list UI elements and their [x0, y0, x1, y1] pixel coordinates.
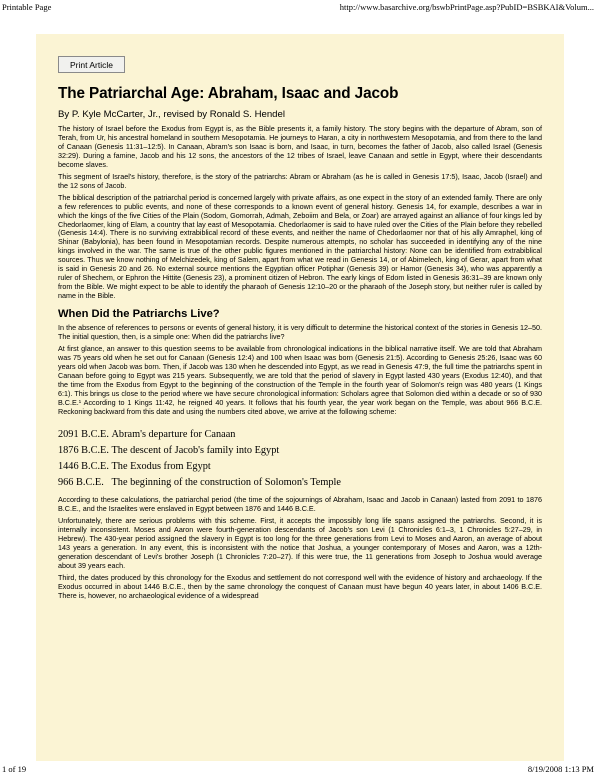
article-content [58, 84, 542, 601]
paragraph: This segment of Israel's history, therefore, is the story of the patriarchs: Abram or Abraham (as he is called in Genesis 17:5), Isaac, Jacob (Israel) and the 12 sons of Jacob. [58, 171, 542, 190]
timeline-row [58, 443, 542, 459]
paragraph: Third, the dates produced by this chronology for the Exodus and settlement do not correspond well with the evidence of history and archaeology. If the Exodus occurred in about 1446 B.C.E., then by the same chronology the conquest of Canaan must have begun 40 years later, in about 1406 B.C.E. There is, however, no archaeological evidence of a widespread [58, 573, 542, 600]
timeline-row [58, 459, 542, 475]
article-byline: By P. Kyle McCarter, Jr., revised by Ronald S. Hendel [58, 109, 285, 120]
browser-page-title: Printable Page [2, 2, 52, 12]
timeline [58, 427, 542, 492]
timeline-year: 2091 B.C.E. [58, 428, 112, 440]
timeline-event: The beginning of the construction of Solomon's Temple [111, 477, 341, 489]
article-title: The Patriarchal Age: Abraham, Isaac and Jacob [58, 85, 399, 102]
paragraph: In the absence of references to persons or events of general history, it is very difficult to determine the historical context of the stories in Genesis 12–50. The initial question, then, is a simple one: When did the patriarchs live? [58, 323, 542, 342]
timeline-year: 966 B.C.E. [58, 477, 112, 489]
timeline-row [58, 427, 542, 443]
timeline-row [58, 475, 542, 491]
timeline-event: The descent of Jacob's family into Egypt [111, 444, 280, 456]
paragraph: According to these calculations, the patriarchal period (the time of the sojournings of Abraham, Isaac and Jacob in Canaan) lasted from 2091 to 1876 B.C.E., and the Israelites were enslaved in Egypt between 1876 and 1446 B.C.E. [58, 495, 542, 514]
section-heading: When Did the Patriarchs Live? [58, 308, 220, 321]
timeline-year: 1446 B.C.E. [58, 461, 112, 473]
article-page [36, 34, 564, 761]
page-count: 1 of 19 [2, 764, 27, 774]
paragraph: At first glance, an answer to this question seems to be available from chronological indications in the biblical narrative itself. We are told that Abraham was 75 years old when he set out for Canaan (Genesis 12:4) and 100 when Isaac was born (Genesis 21:5). According to Genesis 25:26, Isaac was 60 years old when Jacob was born. Then, if Jacob was 130 when he descended into Egypt, as we read in Genesis 47:9, the full time the patriarchs spent in Canaan before going to Egypt was 215 years. Subsequently, we are told that the period of slavery in Egypt lasted 430 years (Exodus 12:40), and that the time from the Exodus from Egypt to the beginning of the construction of the Temple in the fourth year of Solomon's reign was 480 years (1 Kings 6:1). This brings us close to the period where we have secure chronological information: Scholars agree that Solomon died within a decade or so of 930 B.C.E.¹ According to 1 Kings 11:42, he reigned 40 years. It follows that his fourth year, the year work began on the Temple, was about 966 B.C.E. Reckoning backward from this date and using the numbers cited above, we arrive at the following scheme: [58, 344, 542, 416]
print-timestamp: 8/19/2008 1:13 PM [527, 764, 594, 774]
paragraph: The biblical description of the patriarchal period is concerned largely with private affairs, as one expect in the story of an extended family. There are only a few references to public events, and none of these corresponds to a known event of general history. Genesis 14, for example, describes a war in which the kings of the five Cities of the Plain (Sodom, Gomorrah, Admah, Zeboiim and Bela, or Zoar) are arrayed against an alliance of four kings led by Chedorlaomer, king of Elam, a country that lay east of Mesopotamia. Chedorlaomer is said to have ruled over the Cities of the Plain before they rebelled (Genesis 14:4). There is no surviving extrabiblical record of these events, and neither the name of Chedorlaomer nor that of his ally Amraphel, king of Shinar (Babylonia), has been found in Mesopotamian records. Despite numerous attempts, no scholar has succeeded in identifying any of the nine kings involved in the war. The same is true of the other public figures mentioned in the patriarchal history: None can be identified from extrabiblical sources. Thus we know nothing of Melchizedek, king of Salem, apart from what we read in Genesis 14, or of Abimelech, king of Gerar, apart from what is said in Genesis 20 and 26. No external source mentions the Egyptian officer Potiphar (Genesis 39) or Hamor (Genesis 34), who was apparently a ruler of Shechem, or Ephron the Hittite (Genesis 23), a prominent citizen of Hebron. The early kings of Edom listed in Genesis 36:31–39 are known only from the Bible. We might expect to be able to identify the pharaoh of Genesis 12:10–20 or the pharaoh of the Joseph story, but neither ruler is called by name in the Bible. [58, 192, 542, 301]
browser-url: http://www.basarchive.org/bswbPrintPage.asp?PubID=BSBKAI&Volum... [339, 2, 594, 12]
paragraph: The history of Israel before the Exodus from Egypt is, as the Bible presents it, a family history. The story begins with the departure of Abram, son of Terah, from Ur, his ancestral homeland in southern Mesopotamia. He journeys to Haran, a city in northwestern Mesopotamia, and from there to the land of Canaan (Genesis 11:31–12:5). In Canaan, Abram's son Isaac is born, and Isaac, in turn, becomes the father of Jacob, also called Israel (Genesis 32:29). During a famine, Jacob and his 12 sons, the ancestors of the 12 tribes of Israel, leave Canaan and settle in Egypt, where their descendants become slaves. [58, 124, 542, 169]
timeline-event: The Exodus from Egypt [111, 461, 211, 473]
print-article-button[interactable]: Print Article [58, 56, 125, 73]
timeline-event: Abram's departure for Canaan [111, 428, 236, 440]
timeline-year: 1876 B.C.E. [58, 444, 112, 456]
paragraph: Unfortunately, there are serious problems with this scheme. First, it accepts the impossibly long life spans assigned the patriarchs. Second, it is internally inconsistent. Moses and Aaron were fourth-generation descendants of Jacob's son Levi (1 Chronicles 6:1–3, 1 Chronicles 5:27–29, in Hebrew). The 430-year period assigned the slavery in Egypt is too long for the three generations from Levi to Moses and Aaron, an average of about 143 years a generation. In any event, this is inconsistent with the notice that Joshua, a younger contemporary of Moses and Aaron, was a 12th-generation descendant of Levi's brother Joseph (1 Chronicles 7:20–27). If this were true, the 11 generations from Joseph to Joshua would average about 39 years each. [58, 516, 542, 571]
